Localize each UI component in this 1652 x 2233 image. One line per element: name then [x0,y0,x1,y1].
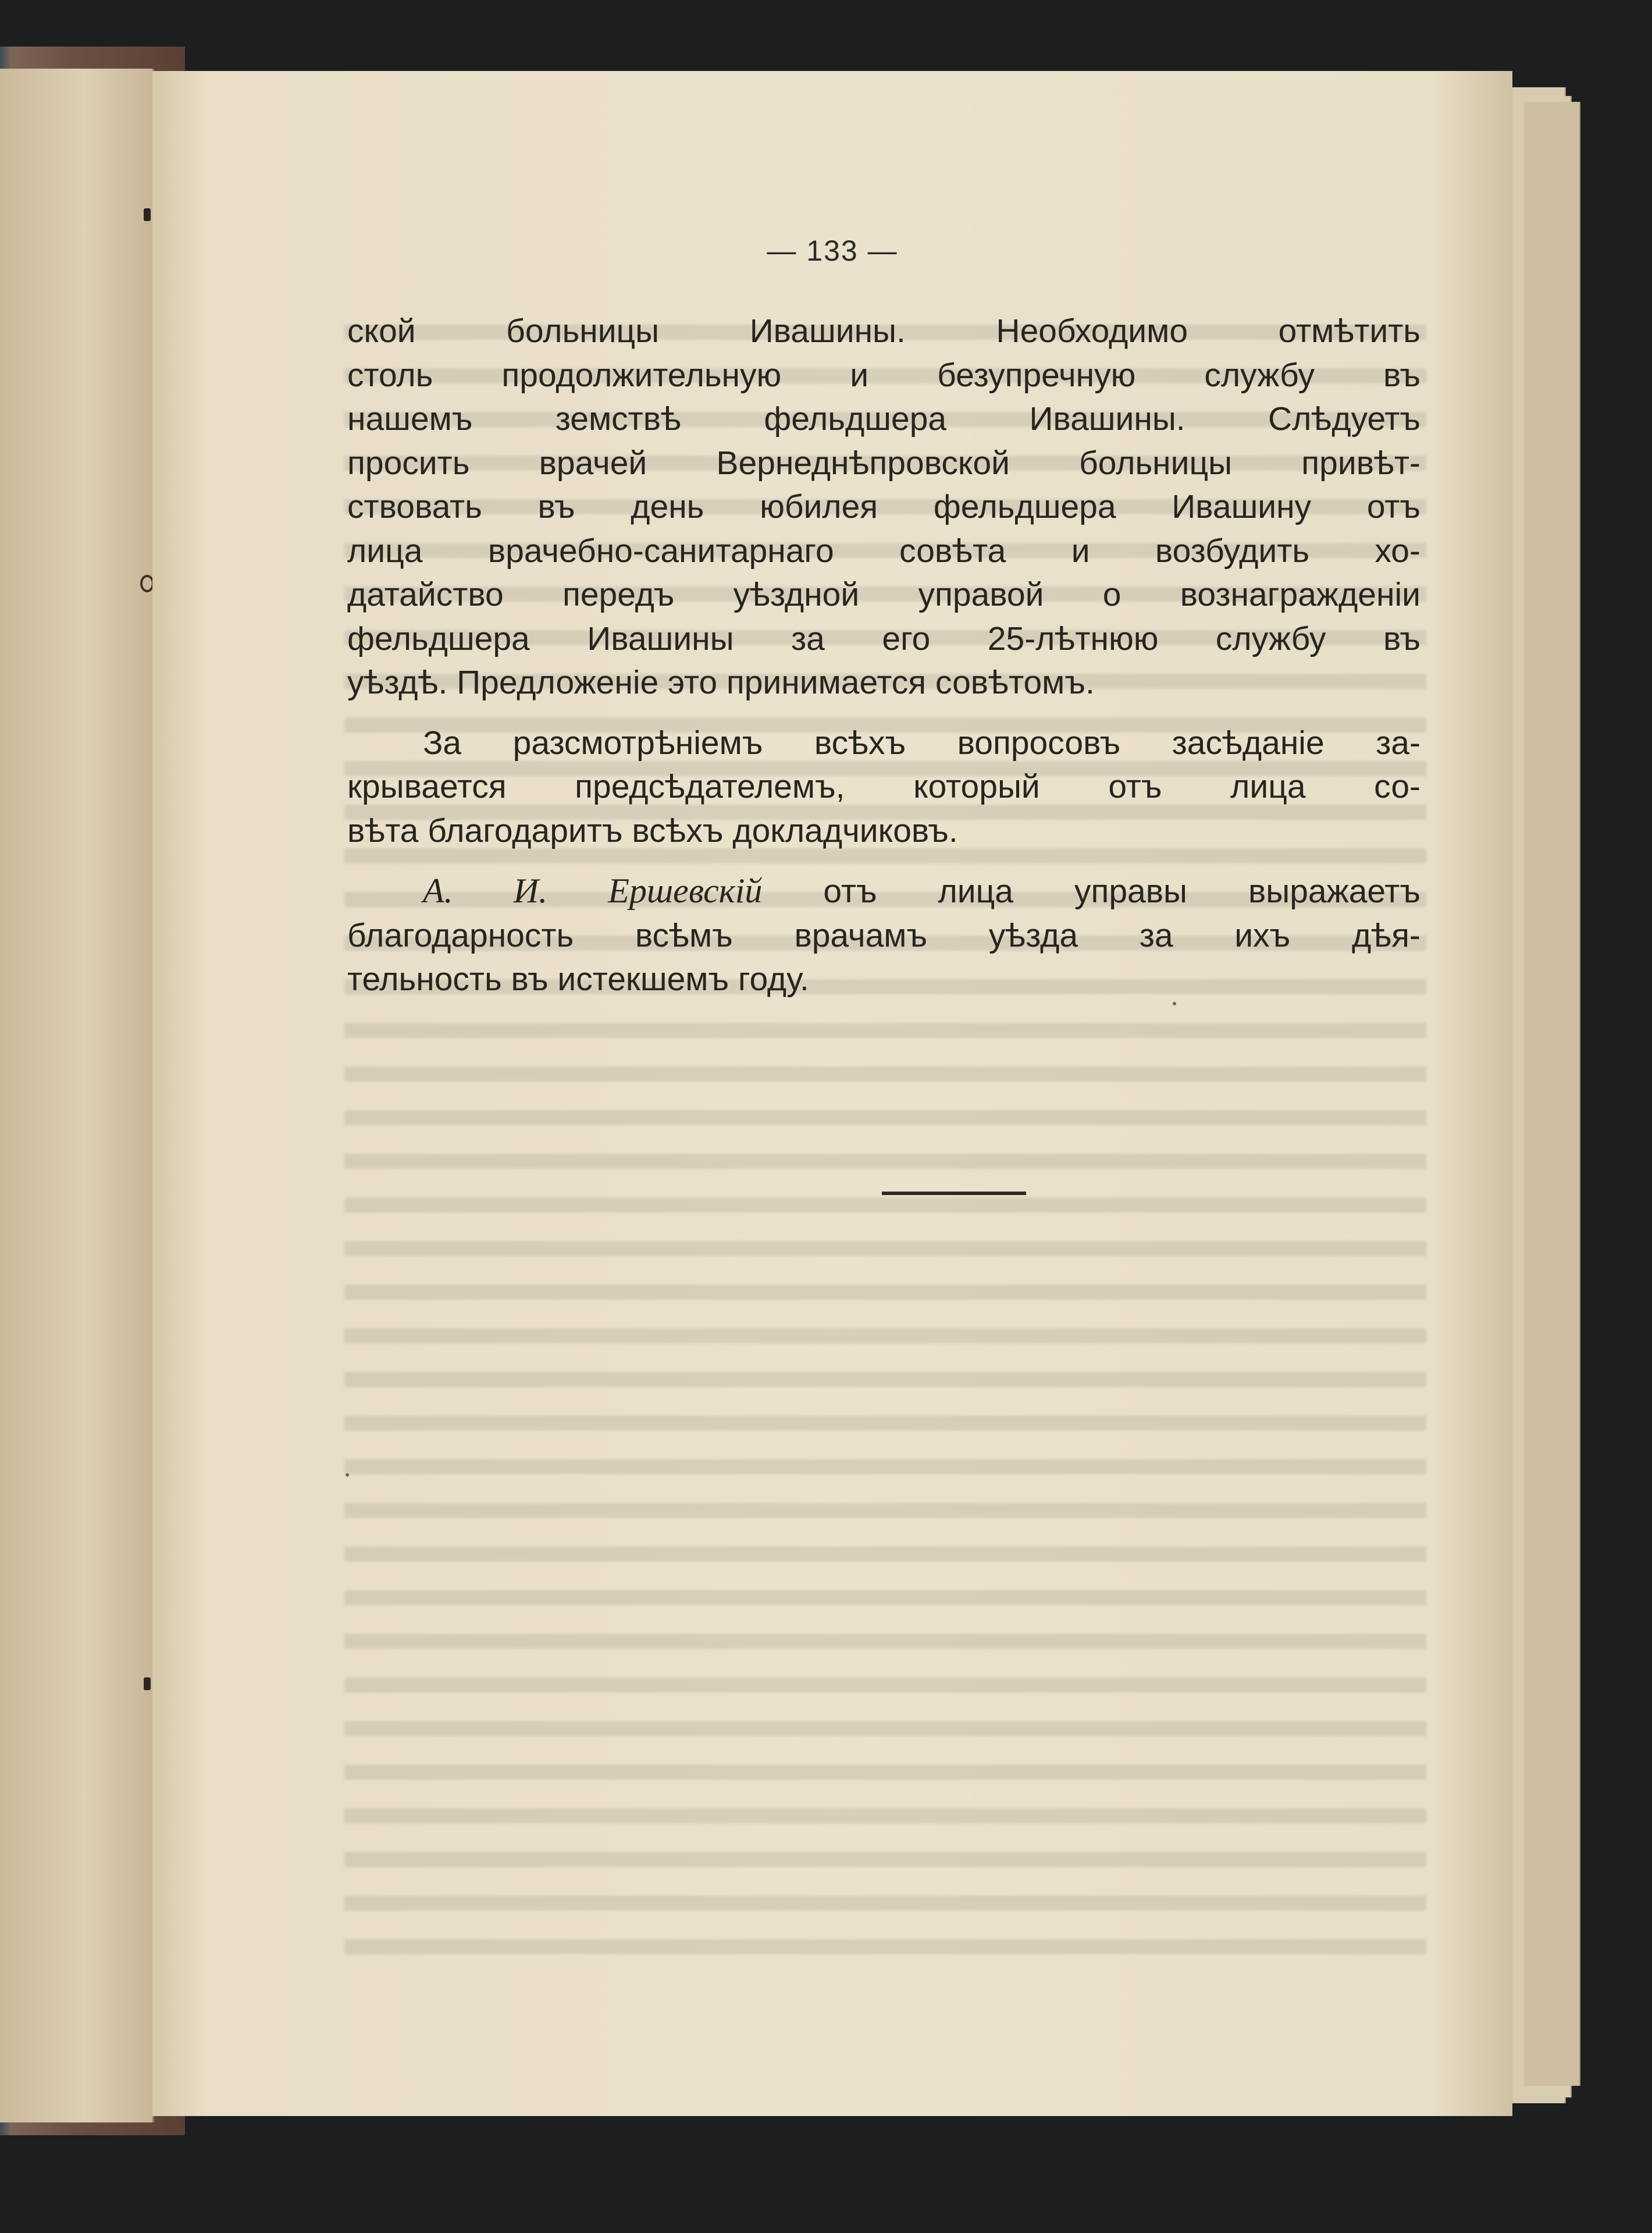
text-line: вѣта благодаритъ всѣхъ докладчиковъ. [347,812,958,849]
body-text [347,310,1420,1018]
section-divider [882,1192,1026,1195]
text-line: тельность въ истекшемъ году. [347,961,809,998]
binding-mark [144,1677,151,1690]
text-line: нашемъ земствѣ фельдшера Ивашины. Слѣдуетъ [347,400,1420,438]
page-edge [1524,102,1580,2086]
paragraph-1 [347,310,1420,705]
text-line: столь продолжительную и безупречную службу въ [347,356,1420,394]
paper-speck [1173,1002,1176,1005]
text-line: крывается предсѣдателемъ, который отъ лица со- [347,768,1420,805]
text-line: благодарность всѣмъ врачамъ уѣзда за ихъ дѣя- [347,916,1420,954]
person-name: А. И. Ершевскій [423,872,763,910]
paragraph-3 [347,869,1420,1002]
text-fragment: отъ лица управы выражаетъ [823,873,1420,910]
text-line: ской больницы Ивашины. Необходимо отмѣтить [347,312,1420,350]
paragraph-2 [347,721,1420,854]
text-line: За разсмотрѣніемъ всѣхъ вопросовъ засѣданіе за- [423,724,1420,762]
binding-mark [144,208,151,221]
left-page [0,69,154,2122]
text-line: датайство передъ уѣздной управой о вознагражденіи [347,576,1420,613]
text-line: фельдшера Ивашины за его 25-лѣтнюю службу въ [347,620,1420,657]
book-page [152,71,1512,2116]
page-number: — 133 — [767,234,898,267]
text-line: уѣздѣ. Предложеніе это принимается совѣтомъ. [347,664,1095,701]
text-line: просить врачей Вернеднѣпровской больницы привѣт- [347,444,1420,482]
text-line: ствовать въ день юбилея фельдшера Ивашину отъ [347,488,1420,525]
text-line [347,869,1420,914]
text-line: лица врачебно-санитарнаго совѣта и возбудить хо- [347,532,1420,570]
paper-speck [346,1473,349,1477]
